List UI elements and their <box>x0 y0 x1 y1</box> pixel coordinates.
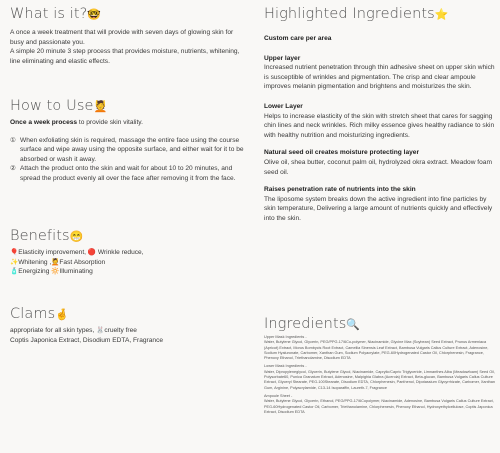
seed-oil-body: Olive oil, shea butter, coconut palm oil, hydrolyzed okra extract. Meadow foam seed oil. <box>264 158 492 176</box>
what-section <box>10 6 248 66</box>
penetration-heading: Raises penetration rate of nutrients into the skin <box>264 186 416 194</box>
upper-layer-heading: Upper layer <box>264 54 301 62</box>
massage-emoji-icon: 💆 <box>93 100 108 113</box>
ampoule-label: Ampoule Sheet - <box>264 393 293 398</box>
star-emoji-icon: ⭐ <box>434 8 449 21</box>
lower-mask-label: Lower Mask Ingredients - <box>264 364 307 369</box>
custom-care-heading: Custom care per area <box>264 35 332 42</box>
highlight-title: Highlighted Ingredients⭐ <box>264 6 449 22</box>
how-steps <box>10 136 248 184</box>
upper-layer-body: Increased nutrient penetration through thin adhesive sheet on upper skin which is susceptible of wrinkles and pigmentation. The crisp and clear ampoule improves melanin pigmentation and brightens and moisturizes the skin. <box>264 64 495 91</box>
lower-layer-body: Helps to increase elasticity of the skin with stretch sheet that cares for sagging chin lines and neck wrinkles. Rich milky essence gives healthy radiance to skin with healthy nutrition and moisturizing ingredients. <box>264 112 495 139</box>
how-section <box>10 98 248 184</box>
benefits-line-1: 🎈Elasticity improvement, 🔴 Wrinkle reduce, <box>10 249 144 256</box>
upper-mask-ingredients: Water, Butylene Glycol, Glycerin, PEG/PPG-17/6Co-polymer, Niacinamide, Glycine Max (Soybean) Seed Extract, Prunus Armeniaca (Apricot) Extract, Morus Bombycis Root Extract, Camellia Sinensis Leaf Extract, Bambusa Vulgaris Callus Culture Extract, Adenosine, Sodium Hyaluronate, Carbomer, Xanthan Gum, Sodium Polyacrylate, PEG-60Hydrogenated Castor Oil, Chlorphenesin, Fragrance, Phenoxy Ethanol, Triethanolamine, Disodium EDTA <box>264 340 489 361</box>
claims-line-2: Coptis Japonica Extract, Disodium EDTA, Fragrance <box>10 336 164 344</box>
ampoule-ingredients: Water, Butylene Glycol, Glycerin, Ethanol, PEG/PPG-17/6Copolymer, Niacinamide, Adenosine, Bambusa Vulgaris Callus Culture Extract, PEG-60Hydrogenated Castor Oil, Carbomer, Triethanolamine, Chlorphenesin, Phenoxy Ethanol, Hydroxyethylcellulose, Coptis Japonica Extract, Disodium EDTA <box>264 399 494 414</box>
ingredients-section <box>264 316 496 415</box>
crossed-fingers-emoji-icon: 🤞 <box>55 308 70 321</box>
magnifier-emoji-icon: 🔍 <box>346 318 361 331</box>
upper-mask-label: Upper Mask Ingredients - <box>264 335 307 339</box>
benefits-line-2: ✨Whitening ,💆Fast Absorption <box>10 258 106 266</box>
what-title: What is it?🤓 <box>10 6 102 22</box>
grin-emoji-icon: 😁 <box>69 230 84 243</box>
seed-oil-heading: Natural seed oil creates moisture protecting layer <box>264 149 420 157</box>
lower-layer-heading: Lower Layer <box>264 102 303 110</box>
what-body-2: A simple 20 minute 3 step process that provides moisture, nutrients, whitening, line eliminating and elastic effects. <box>10 48 240 65</box>
nerd-emoji-icon: 🤓 <box>87 8 102 21</box>
claims-title: Clams🤞 <box>10 306 70 322</box>
list-item: ② Attach the product onto the skin and wait for about 10 to 20 minutes, and spread the product evenly all over the face after removing it from the face. <box>10 165 236 182</box>
lower-mask-ingredients: Water, Dipropyleneglycol, Glycerin, Butylene Glycol, Niacinamide, Caprylic/Capric Triglyceride, Limnanthes Alba (Meadowfoam) Seed Oil, Polysorbate60, Punica Granatum Extract, Adenosine, Malpighia Glabra (Acerola) Extract, Beta-glucan, Bambusa Vulgaris Callus Culture Extract, Glyceryl Stearate, PEG-100Stearate, Disodium EDTA, Chlorphenesin, Panthenol, Dipotassium Glycyrrhizate, Carbomer, Xanthan Gum, Arginine, Polyacrylamide, C13-14 Isoparaffin, Laureth-7, Fragrance <box>264 369 496 390</box>
list-item: ① When exfoliating skin is required, massage the entire face using the course surface and wipe away using the opposite surface, and either wait for it to be absorbed or wash it away. <box>10 136 244 163</box>
highlight-section <box>264 6 496 224</box>
penetration-body: The liposome system breaks down the active ingredient into fine particles by skin temperature, Delivering a large amount of nutrients quickly and effectively into the skin. <box>264 195 493 222</box>
benefits-line-3: 🧴Energizing 🔆Illuminating <box>10 268 93 276</box>
benefits-title: Benefits😁 <box>10 228 84 244</box>
claims-line-1: appropriate for all skin types, 🐰cruelty free <box>10 327 137 334</box>
what-body-1: A once a week treatment that will provide with seven days of glowing skin for busy and passionate you. <box>10 29 234 46</box>
how-intro: Once a week process to provide skin vitality. <box>10 119 143 126</box>
ingredients-title: Ingredients🔍 <box>264 316 361 332</box>
claims-section <box>10 306 248 345</box>
benefits-section <box>10 228 248 277</box>
how-title: How to Use💆 <box>10 98 108 114</box>
